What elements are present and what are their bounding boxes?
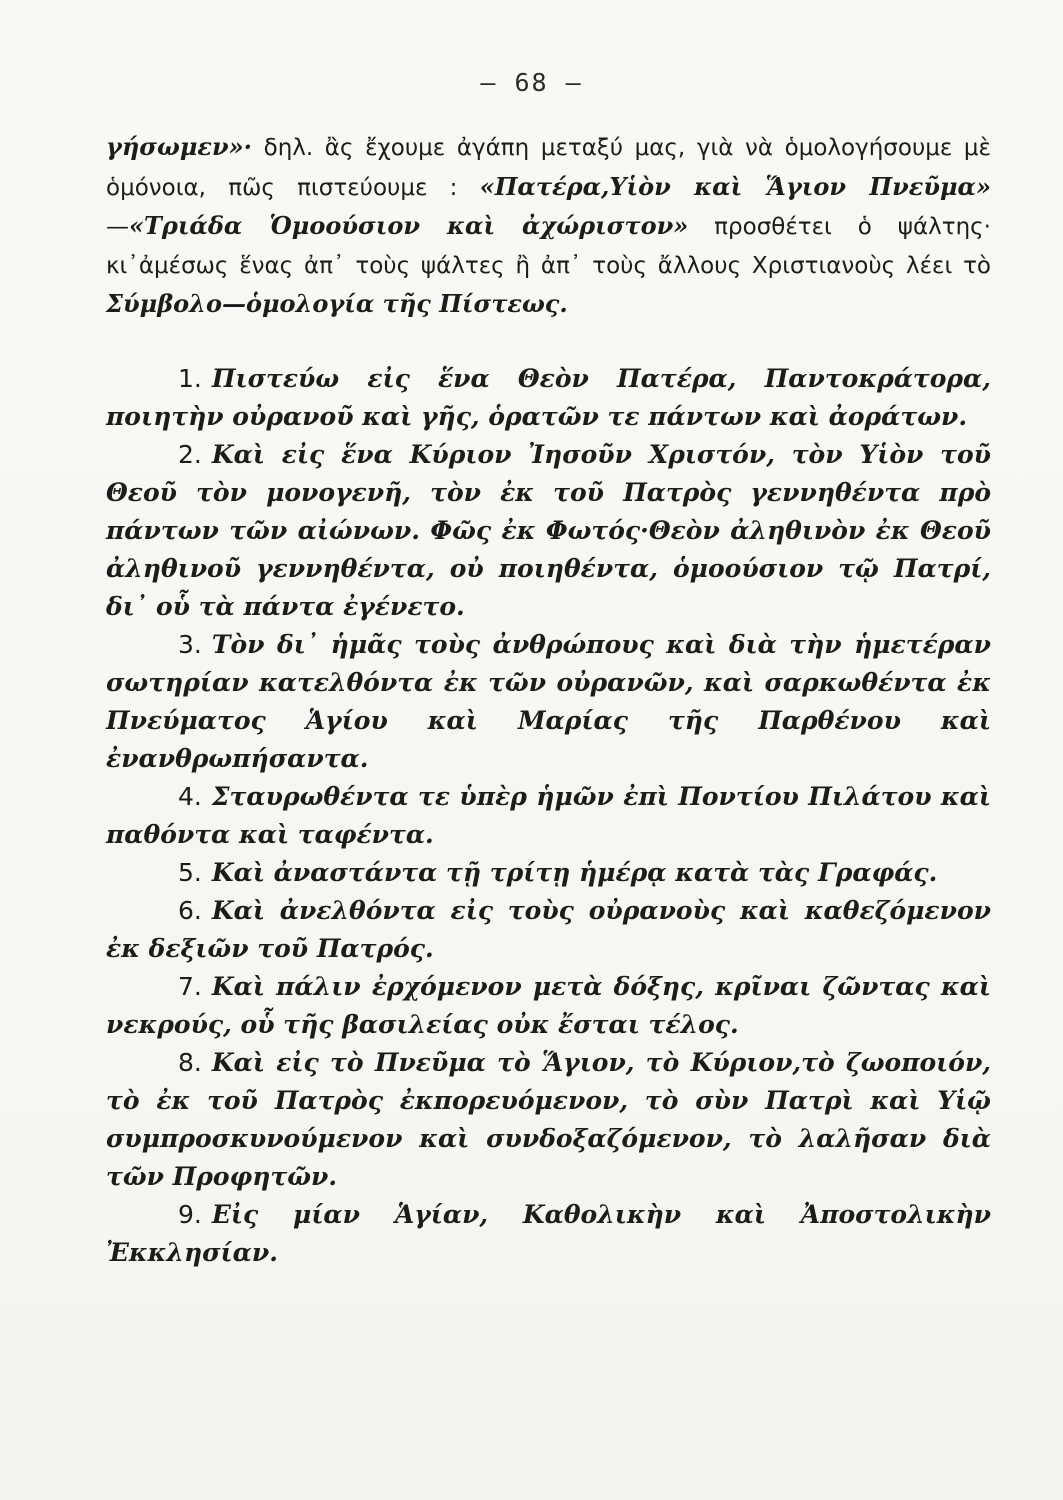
article-number: 6. (178, 895, 202, 925)
article-number: 2. (178, 439, 202, 469)
article-number: 1. (178, 363, 202, 393)
article-number: 5. (178, 857, 202, 887)
page-content (106, 128, 991, 1272)
article-text: Καὶ ἀναστάντα τῇ τρίτῃ ἡμέρᾳ κατὰ τὰς Γραφάς. (211, 857, 938, 887)
article-text: Σταυρωθέντα τε ὑπὲρ ἡμῶν ἐπὶ Ποντίου Πιλάτου καὶ παθόντα καὶ ταφέντα. (106, 781, 991, 849)
creed-list (106, 360, 991, 1272)
article-number: 3. (178, 629, 202, 659)
creed-article-5 (106, 854, 991, 892)
article-text: Καὶ εἰς ἕνα Κύριον Ἰησοῦν Χριστόν, τὸν Υἱὸν τοῦ Θεοῦ τὸν μονογενῆ, τὸν ἐκ τοῦ Πατρὸς γεννηθέντα πρὸ πάντων τῶν αἰώνων. Φῶς ἐκ Φωτός·Θεὸν ἀληθινὸν ἐκ Θεοῦ ἀληθινοῦ γεννηθέντα, οὐ ποιηθέντα, ὁμοούσιον τῷ Πατρί, δι᾽ οὗ τὰ πάντα ἐγένετο. (106, 439, 991, 621)
page-number: — 68 — (480, 68, 583, 97)
creed-article-7 (106, 968, 991, 1044)
article-text: Καὶ εἰς τὸ Πνεῦμα τὸ Ἅγιον, τὸ Κύριον,τὸ ζωοποιόν, τὸ ἐκ τοῦ Πατρὸς ἐκπορευόμενον, τὸ σὺν Πατρὶ καὶ Υἱῷ συμπροσκυνούμενον καὶ συνδοξαζόμενον, τὸ λαλῆσαν διὰ τῶν Προφητῶν. (106, 1047, 991, 1191)
intro-segment-4: — (106, 214, 129, 240)
creed-article-3 (106, 626, 991, 778)
intro-segment-5: «Τριάδα Ὁμοούσιον καὶ ἀχώριστον» (129, 211, 689, 240)
creed-article-1 (106, 360, 991, 436)
article-number: 7. (178, 971, 202, 1001)
creed-article-9 (106, 1196, 991, 1272)
creed-article-4 (106, 778, 991, 854)
article-number: 9. (178, 1199, 202, 1229)
intro-segment-1: γήσωμεν»· (106, 132, 253, 161)
intro-segment-3: «Πατέρα,Υἱὸν καὶ Ἅγιον Πνεῦμα» (479, 171, 991, 201)
article-number: 8. (178, 1047, 202, 1077)
article-text: Εἰς μίαν Ἁγίαν, Καθολικὴν καὶ Ἀποστολικὴν Ἐκκλησίαν. (106, 1199, 991, 1267)
creed-article-6 (106, 892, 991, 968)
intro-paragraph (106, 128, 991, 324)
intro-segment-7: Σύμβολο—ὁμολογία τῆς Πίστεως. (106, 289, 568, 318)
article-text: Καὶ πάλιν ἐρχόμενον μετὰ δόξης, κρῖναι ζῶντας καὶ νεκρούς, οὗ τῆς βασιλείας οὐκ ἔσται τέλος. (106, 971, 991, 1039)
creed-article-2 (106, 436, 991, 626)
creed-article-8 (106, 1044, 991, 1196)
intro-segment-2: δηλ. ἂς ἔχουμε ἀγάπη μεταξύ μας, γιὰ νὰ ὁμολογήσουμε μὲ ὁμόνοια, πῶς πιστεύουμε : (106, 135, 991, 201)
article-text: Πιστεύω εἰς ἕνα Θεὸν Πατέρα, Παντοκράτορα, ποιητὴν οὐρανοῦ καὶ γῆς, ὁρατῶν τε πάντων καὶ ἀοράτων. (106, 363, 991, 431)
article-number: 4. (178, 781, 202, 811)
article-text: Τὸν δι᾽ ἡμᾶς τοὺς ἀνθρώπους καὶ διὰ τὴν ἡμετέραν σωτηρίαν κατελθόντα ἐκ τῶν οὐρανῶν, καὶ σαρκωθέντα ἐκ Πνεύματος Ἁγίου καὶ Μαρίας τῆς Παρθένου καὶ ἐνανθρωπήσαντα. (106, 629, 991, 773)
article-text: Καὶ ἀνελθόντα εἰς τοὺς οὐρανοὺς καὶ καθεζόμενον ἐκ δεξιῶν τοῦ Πατρός. (106, 895, 991, 963)
intro-segment-6: προσθέτει ὁ ψάλτης· κι᾽ἀμέσως ἕνας ἀπ᾽ τοὺς ψάλτες ἢ ἀπ᾽ τοὺς ἄλλους Χριστιανοὺς λέει τὸ (106, 214, 991, 279)
